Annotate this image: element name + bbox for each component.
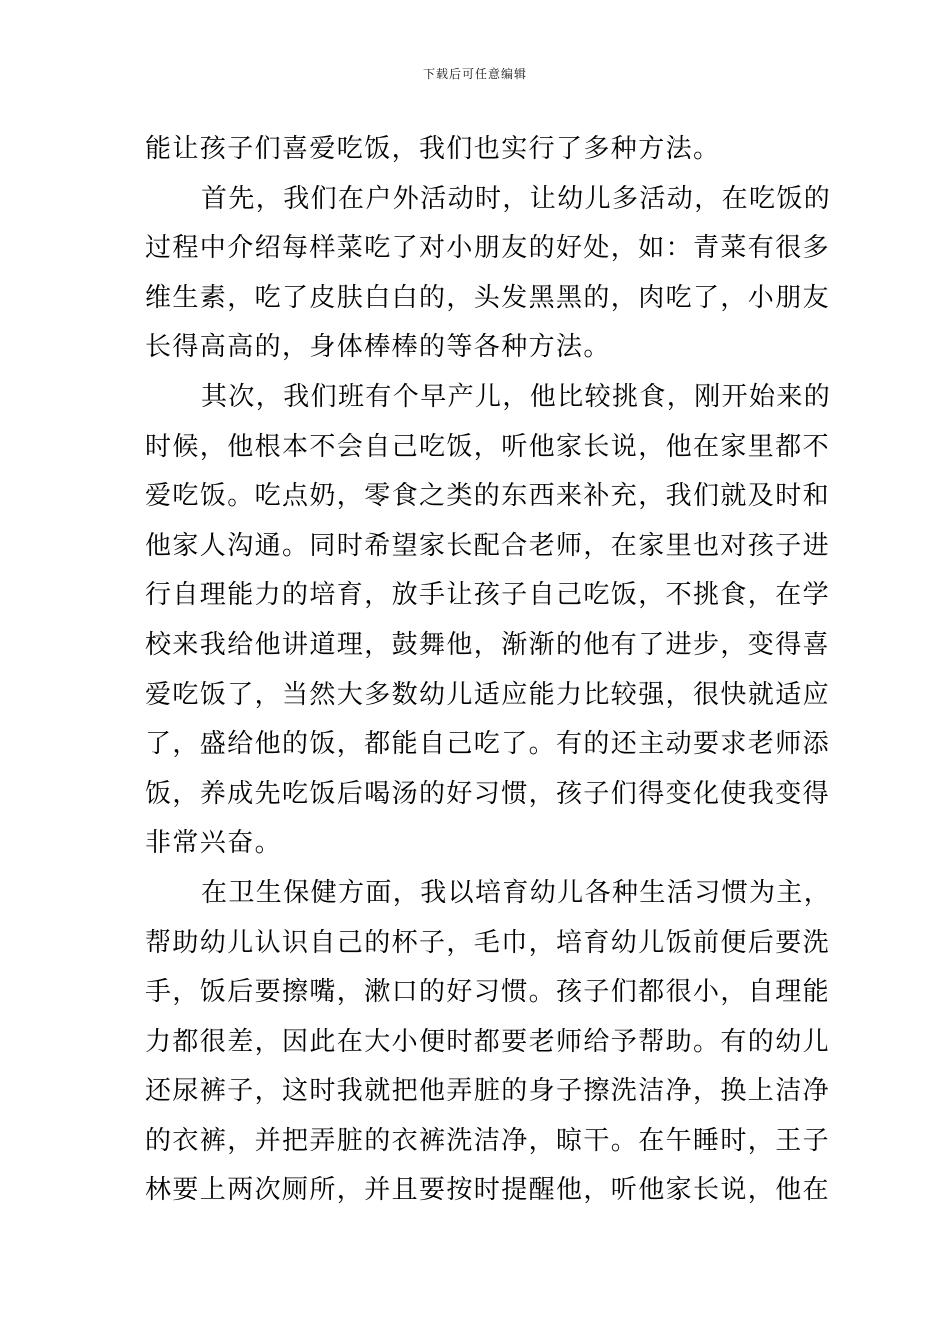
text-line: 长得高高的，身体棒棒的等各种方法。 [145, 332, 611, 363]
paragraph-1 [145, 125, 805, 175]
text-line: 行自理能力的培育，放手让孩子自己吃饭，不挑食，在学 [145, 580, 831, 611]
paragraph-4 [145, 869, 832, 1216]
text-line: 校来我给他讲道理，鼓舞他，渐渐的他有了进步，变得喜 [145, 629, 831, 660]
text-line: 在卫生保健方面，我以培育幼儿各种生活习惯为主， [201, 877, 832, 908]
text-line: 他家人沟通。同时希望家长配合老师，在家里也对孩子进 [145, 530, 831, 561]
text-line: 能让孩子们喜爱吃饭，我们也实行了多种方法。 [145, 134, 721, 164]
text-line: 的衣裤，并把弄脏的衣裤洗洁净，晾干。在午睡时，王子 [145, 1125, 831, 1156]
paragraph-2 [145, 175, 832, 373]
text-line: 维生素，吃了皮肤白白的，头发黑黑的，肉吃了，小朋友 [145, 282, 831, 313]
paragraph-3 [145, 373, 832, 869]
text-line: 力都很差，因此在大小便时都要老师给予帮助。有的幼儿 [145, 1026, 831, 1057]
text-line: 爱吃饭了，当然大多数幼儿适应能力比较强，很快就适应 [145, 679, 831, 710]
text-line: 过程中介绍每样菜吃了对小朋友的好处，如：青菜有很多 [145, 233, 831, 264]
page-header-note: 下载后可任意编辑 [422, 67, 527, 81]
text-line: 非常兴奋。 [145, 828, 283, 859]
text-line: 饭，养成先吃饭后喝汤的好习惯，孩子们得变化使我变得 [145, 778, 831, 809]
text-line: 林要上两次厕所，并且要按时提醒他，听他家长说，他在 [145, 1175, 831, 1206]
text-line: 还尿裤子，这时我就把他弄脏的身子擦洗洁净，换上洁净 [145, 1076, 831, 1107]
text-line: 首先，我们在户外活动时，让幼儿多活动，在吃饭的 [201, 183, 832, 214]
text-line: 了，盛给他的饭，都能自己吃了。有的还主动要求老师添 [145, 729, 831, 760]
text-line: 手，饭后要擦嘴，漱口的好习惯。孩子们都很小，自理能 [145, 977, 831, 1008]
body-text [145, 125, 832, 1216]
text-line: 爱吃饭。吃点奶，零食之类的东西来补充，我们就及时和 [145, 481, 831, 512]
text-line: 其次，我们班有个早产儿，他比较挑食，刚开始来的 [201, 381, 832, 412]
text-line: 时候，他根本不会自己吃饭，听他家长说，他在家里都不 [145, 431, 831, 462]
text-line: 帮助幼儿认识自己的杯子，毛巾，培育幼儿饭前便后要洗 [145, 927, 831, 958]
